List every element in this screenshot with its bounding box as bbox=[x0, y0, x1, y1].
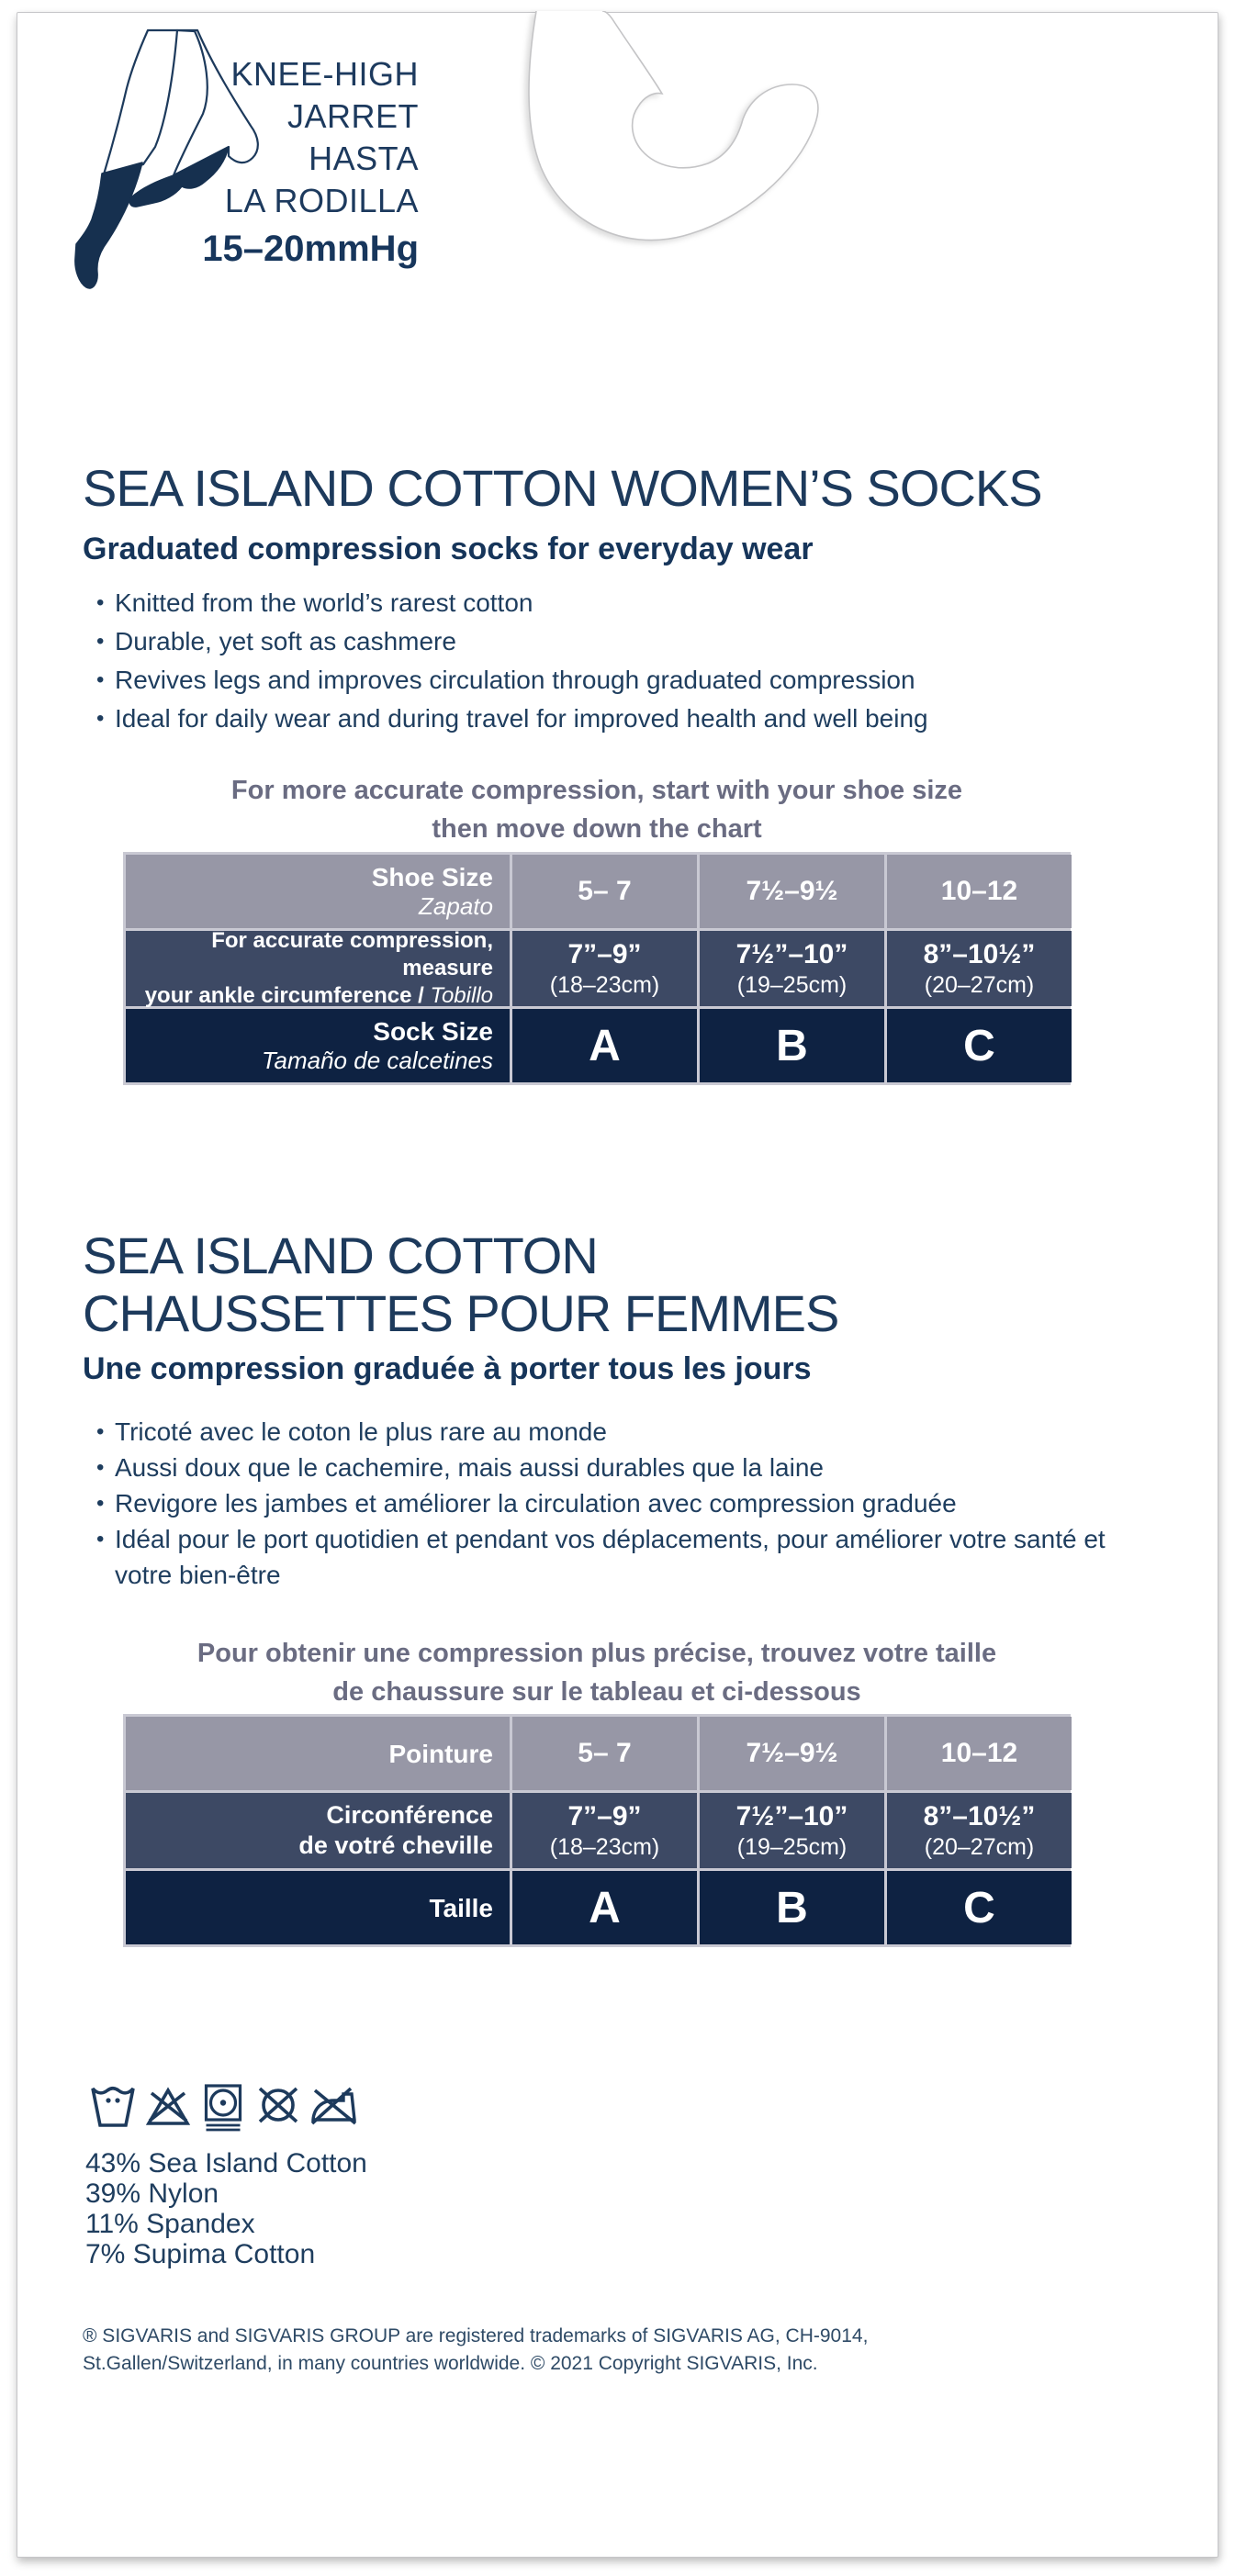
ankle-range-cell: 7½”–10” (19–25cm) bbox=[700, 931, 884, 1006]
fiber-line: 39% Nylon bbox=[85, 2178, 219, 2209]
front-leg-outline bbox=[104, 30, 177, 174]
sock-size-cell: A bbox=[512, 1009, 697, 1082]
machine-wash-warm-icon bbox=[89, 2080, 137, 2134]
table-header-label: Pointure bbox=[126, 1717, 510, 1790]
list-item: • Ideal for daily wear and during travel for improved health and well being bbox=[91, 700, 1124, 738]
fiber-line: 43% Sea Island Cotton bbox=[85, 2148, 367, 2178]
english-size-table bbox=[123, 852, 1071, 1085]
ankle-row-label: For accurate compression, measure your ankle circumference / Tobillo bbox=[126, 931, 510, 1006]
french-subtitle: Une compression graduée à porter tous les jours bbox=[83, 1351, 812, 1386]
tumble-dry-low-gentle-icon bbox=[199, 2080, 247, 2134]
french-bullet-list bbox=[91, 1414, 1124, 1593]
shoe-size-col: 7½–9½ bbox=[700, 855, 884, 928]
care-symbols-row bbox=[89, 2080, 357, 2134]
sock-lower-foot bbox=[75, 162, 142, 288]
shoe-size-col: 5– 7 bbox=[512, 855, 697, 928]
list-item: • Durable, yet soft as cashmere bbox=[91, 622, 1124, 661]
english-bullet-list bbox=[91, 584, 1124, 738]
shoe-size-col: 10–12 bbox=[887, 1717, 1072, 1790]
hanger-hook-cutout bbox=[477, 11, 844, 277]
packaging-card bbox=[17, 12, 1218, 2558]
shoe-size-col: 7½–9½ bbox=[700, 1717, 884, 1790]
compression-level: 15–20mmHg bbox=[202, 229, 419, 269]
do-not-dry-clean-icon bbox=[254, 2080, 302, 2134]
table-header-label: Shoe Size Zapato bbox=[126, 855, 510, 928]
ankle-range-cell: 7½”–10” (19–25cm) bbox=[700, 1793, 884, 1868]
trademark-notice: ® SIGVARIS and SIGVARIS GROUP are registered trademarks of SIGVARIS AG, CH-9014, St.Gallen/Switzerland, in many countries worldwide. © 2021 Copyright SIGVARIS, Inc. bbox=[83, 2325, 869, 2374]
sock-size-row-label: Taille bbox=[126, 1871, 510, 1944]
list-item: • Tricoté avec le coton le plus rare au monde bbox=[91, 1414, 1124, 1450]
logo-line-es-1: HASTA bbox=[309, 140, 419, 177]
do-not-bleach-icon bbox=[144, 2080, 192, 2134]
fiber-line: 7% Supima Cotton bbox=[85, 2239, 316, 2269]
fiber-line: 11% Spandex bbox=[85, 2209, 255, 2239]
ankle-range-cell: 7”–9” (18–23cm) bbox=[512, 931, 697, 1006]
ankle-range-cell: 8”–10½” (20–27cm) bbox=[887, 1793, 1072, 1868]
fiber-content-list bbox=[85, 2148, 367, 2269]
shoe-size-col: 10–12 bbox=[887, 855, 1072, 928]
product-type-label bbox=[183, 53, 419, 270]
sock-size-cell: A bbox=[512, 1871, 697, 1944]
sock-size-row-label: Sock Size Tamaño de calcetines bbox=[126, 1009, 510, 1082]
sock-size-cell: B bbox=[700, 1009, 884, 1082]
list-item: • Revigore les jambes et améliorer la circulation avec compression graduée bbox=[91, 1485, 1124, 1521]
list-item: • Idéal pour le port quotidien et pendant vos déplacements, pour améliorer votre santé et votre bien-être bbox=[91, 1521, 1124, 1593]
logo-line-fr: JARRET bbox=[286, 97, 419, 135]
french-size-table bbox=[123, 1714, 1071, 1947]
english-chart-note: For more accurate compression, start with your shoe size then move down the chart bbox=[230, 776, 963, 844]
list-item: • Revives legs and improves circulation through graduated compression bbox=[91, 661, 1124, 700]
shoe-size-col: 5– 7 bbox=[512, 1717, 697, 1790]
ankle-range-cell: 8”–10½” (20–27cm) bbox=[887, 931, 1072, 1006]
sock-size-cell: B bbox=[700, 1871, 884, 1944]
sock-size-cell: C bbox=[887, 1871, 1072, 1944]
list-item: • Aussi doux que le cachemire, mais aussi durables que la laine bbox=[91, 1450, 1124, 1485]
sock-size-cell: C bbox=[887, 1009, 1072, 1082]
french-chart-note: Pour obtenir une compression plus précise, trouvez votre taille de chaussure sur le tableau et ci-dessous bbox=[196, 1639, 997, 1707]
english-title: SEA ISLAND COTTON WOMEN’S SOCKS bbox=[83, 459, 1042, 517]
logo-line-es-2: LA RODILLA bbox=[224, 182, 419, 219]
ankle-row-label: Circonférence de votré cheville bbox=[126, 1793, 510, 1868]
english-subtitle: Graduated compression socks for everyday wear bbox=[83, 532, 814, 566]
french-title: SEA ISLAND COTTON CHAUSSETTES POUR FEMMES bbox=[83, 1226, 839, 1342]
list-item: • Knitted from the world’s rarest cotton bbox=[91, 584, 1124, 622]
ankle-range-cell: 7”–9” (18–23cm) bbox=[512, 1793, 697, 1868]
logo-line-en: KNEE-HIGH bbox=[230, 55, 419, 93]
do-not-iron-icon bbox=[309, 2080, 357, 2134]
